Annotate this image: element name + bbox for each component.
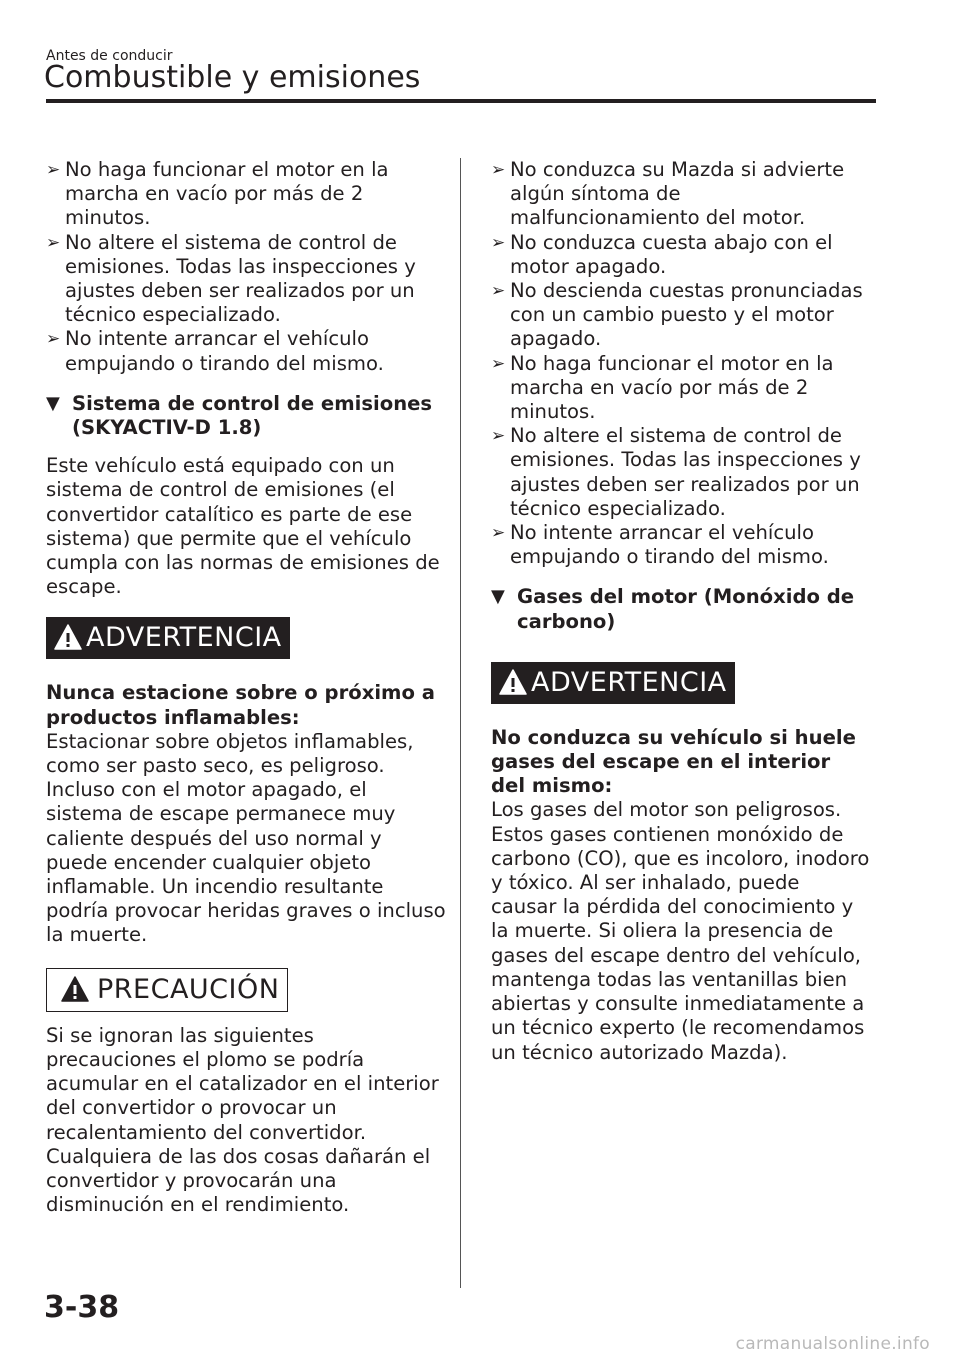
warning-text: Estacionar sobre objetos inflamables, como ser pasto seco, es peligroso. Incluso con el motor apagado, el sistema de escape permanece muy caliente después del uso normal y puede encender cualquier objeto inflamable. Un incendio resultante podría provocar heridas graves o incluso la muerte.: [46, 729, 446, 947]
chevron-right-icon: ➢: [491, 426, 506, 447]
list-item: ➢ No conduzca su Mazda si advierte algún síntoma de malfuncionamiento del motor.: [491, 158, 845, 230]
list-item: ➢ No altere el sistema de control de emisiones. Todas las inspecciones y ajustes deben ser realizados por un técnico especializado.: [46, 230, 416, 327]
caution-text: Si se ignoran las siguientes precauciones el plomo se podría acumular en el catalizador en el interior del convertidor o provocar un recalentamiento del convertidor. Cualquiera de las dos cosas dañarán el convertidor y provocarán una disminución en el rendimiento.: [46, 1023, 439, 1217]
chevron-right-icon: ➢: [46, 232, 61, 253]
header-rule: [46, 99, 876, 103]
triangle-down-icon: ▼: [491, 586, 505, 608]
section-heading: ▼ Gases del motor (Monóxido de carbono): [491, 585, 855, 633]
section-heading: ▼ Sistema de control de emisiones (SKYACTIV-D 1.8): [46, 391, 433, 440]
watermark: carmanualsonline.info: [735, 1334, 930, 1354]
section-label: Antes de conducir: [46, 48, 173, 64]
triangle-down-icon: ▼: [46, 392, 60, 414]
caution-banner: PRECAUCIÓN: [46, 968, 288, 1012]
chevron-right-icon: ➢: [491, 523, 506, 544]
bullet-list: [491, 158, 871, 569]
warning-banner: ADVERTENCIA: [46, 617, 290, 659]
list-item: ➢ No intente arrancar el vehículo empujando o tirando del mismo.: [491, 521, 829, 569]
page-title: Combustible y emisiones: [44, 60, 421, 95]
chevron-right-icon: ➢: [491, 353, 506, 374]
column-divider: [460, 158, 461, 1288]
chevron-right-icon: ➢: [491, 281, 506, 302]
list-item: ➢ No haga funcionar el motor en la marcha en vacío por más de 2 minutos.: [46, 158, 389, 230]
list-item: ➢ No intente arrancar el vehículo empujando o tirando del mismo.: [46, 327, 384, 375]
right-column: [491, 158, 871, 1075]
list-item: ➢ No descienda cuestas pronunciadas con un cambio puesto y el motor apagado.: [491, 279, 863, 351]
chevron-right-icon: ➢: [491, 232, 506, 253]
chevron-right-icon: ➢: [491, 160, 506, 180]
bullet-list: [46, 158, 446, 376]
warning-triangle-icon: [61, 976, 89, 1002]
page-number: 3-38: [44, 1290, 120, 1325]
chevron-right-icon: ➢: [46, 329, 61, 350]
warning-heading: Nunca estacione sobre o próximo a productos inflamables:: [46, 681, 435, 729]
chevron-right-icon: ➢: [46, 160, 61, 180]
warning-text: Los gases del motor son peligrosos. Estos gases contienen monóxido de carbono (CO), que es incoloro, inodoro y tóxico. Al ser inhalado, puede causar la pérdida del conocimiento y la muerte. Si oliera la presencia de gases del escape dentro del vehículo, mantenga todas las ventanillas bien abiertas y consulte inmediatamente a un técnico experto (le recomendamos un técnico autorizado Mazda).: [491, 798, 870, 1064]
warning-heading: No conduzca su vehículo si huele gases del escape en el interior del mismo:: [491, 725, 856, 798]
warning-triangle-icon: [499, 669, 527, 695]
warning-triangle-icon: [54, 624, 82, 650]
list-item: ➢ No altere el sistema de control de emisiones. Todas las inspecciones y ajustes deben ser realizados por un técnico especializado.: [491, 424, 861, 520]
intro-paragraph: Este vehículo está equipado con un sistema de control de emisiones (el convertidor catalítico es parte de ese sistema) que permite que el vehículo cumpla con las normas de emisiones de escape.: [46, 454, 440, 599]
warning-banner: ADVERTENCIA: [491, 662, 735, 704]
left-column: [46, 158, 446, 1227]
list-item: ➢ No conduzca cuesta abajo con el motor apagado.: [491, 230, 833, 278]
list-item: ➢ No haga funcionar el motor en la marcha en vacío por más de 2 minutos.: [491, 351, 834, 424]
